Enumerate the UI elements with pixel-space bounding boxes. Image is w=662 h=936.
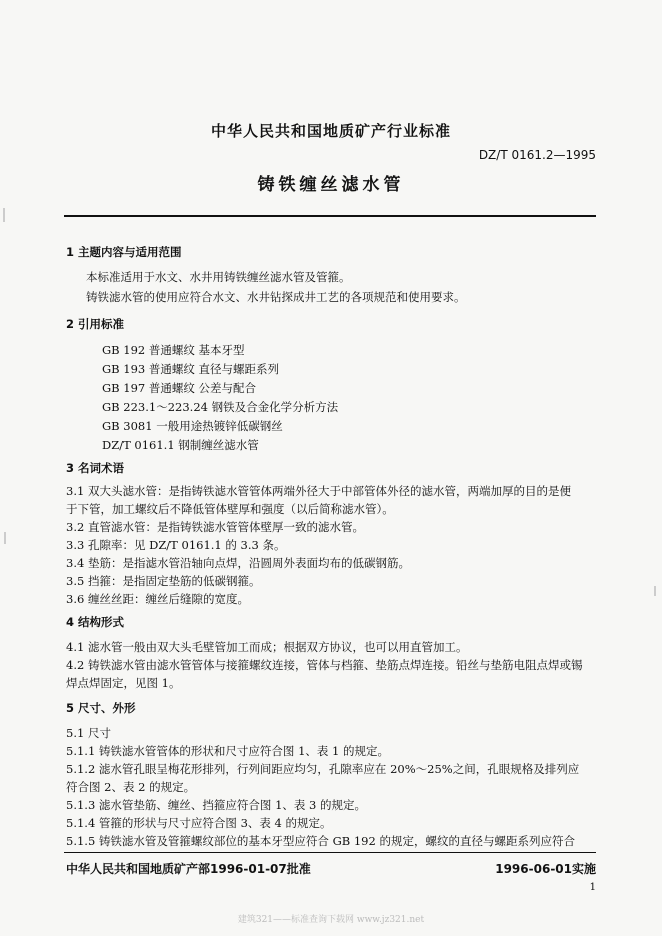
- clause-line: 5.1.5 铸铁滤水管及管箍螺纹部位的基本牙型应符合 GB 192 的规定，螺纹的直径与螺距系列应符合: [66, 834, 575, 848]
- scan-mark: [654, 586, 656, 596]
- clause-line: 符合图 2、表 2 的规定。: [66, 780, 196, 794]
- clause-line: 3.4 垫筋：是指滤水管沿轴向点焊，沿圆周外表面均布的低碳钢筋。: [66, 556, 410, 570]
- section-2-heading: 2 引用标准: [66, 317, 125, 331]
- reference-item: DZ/T 0161.1 钢制缠丝滤水管: [102, 438, 259, 452]
- clause-line: 3.1 双大头滤水管：是指铸铁滤水管管体两端外径大于中部管体外径的滤水管，两端加厚的目的是便: [66, 484, 571, 498]
- clause-line: 3.5 挡箍：是指固定垫筋的低碳钢箍。: [66, 574, 261, 588]
- clause-line: 5.1.3 滤水管垫筋、缠丝、挡箍应符合图 1、表 3 的规定。: [66, 798, 367, 812]
- clause-line: 焊点焊固定，见图 1。: [66, 676, 181, 690]
- approval-line: 中华人民共和国地质矿产部1996-01-07批准: [66, 862, 311, 876]
- page-number: 1: [589, 882, 596, 893]
- clause-line: 3.6 缠丝丝距：缠丝后缝隙的宽度。: [66, 592, 249, 606]
- clause-line: 于下管，加工螺纹后不降低管体壁厚和强度（以后简称滤水管）。: [66, 502, 394, 516]
- clause-line: 4.2 铸铁滤水管由滤水管管体与接箍螺纹连接，管体与档箍、垫筋点焊连接。铅丝与垫筋电阻点焊或锡: [66, 658, 583, 672]
- reference-item: GB 193 普通螺纹 直径与螺距系列: [102, 362, 280, 376]
- document-title: 铸铁缠丝滤水管: [257, 175, 405, 195]
- section-4-heading: 4 结构形式: [66, 615, 125, 629]
- clause-line: 4.1 滤水管一般由双大头毛壁管加工而成；根据双方协议，也可以用直管加工。: [66, 640, 468, 654]
- scan-mark: [4, 532, 6, 544]
- reference-item: GB 192 普通螺纹 基本牙型: [102, 343, 245, 357]
- implementation-date: 1996-06-01实施: [495, 862, 596, 876]
- scan-mark: [3, 208, 5, 222]
- clause-line: 3.3 孔隙率：见 DZ/T 0161.1 的 3.3 条。: [66, 538, 286, 552]
- clause-line: 5.1.1 铸铁滤水管管体的形状和尺寸应符合图 1、表 1 的规定。: [66, 744, 390, 758]
- section-1-heading: 1 主题内容与适用范围: [66, 245, 182, 259]
- issuing-organization: 中华人民共和国地质矿产行业标准: [210, 122, 451, 140]
- watermark: 建筑321——标准查询下载网 www.jz321.net: [237, 915, 425, 925]
- section-1-para: 铸铁滤水管的使用应符合水文、水井钻探成井工艺的各项规范和使用要求。: [86, 290, 466, 304]
- clause-line: 3.2 直管滤水管：是指铸铁滤水管管体壁厚一致的滤水管。: [66, 520, 364, 534]
- header-rule: [64, 215, 596, 217]
- reference-item: GB 223.1～223.24 钢铁及合金化学分析方法: [102, 400, 339, 414]
- section-3-heading: 3 名词术语: [66, 461, 125, 475]
- reference-item: GB 3081 一般用途热镀锌低碳钢丝: [102, 419, 283, 433]
- clause-line: 5.1.2 滤水管孔眼呈梅花形排列，行列间距应均匀，孔隙率应在 20%～25%之间，孔眼规格及排列应: [66, 762, 580, 776]
- section-1-para: 本标准适用于水文、水井用铸铁缠丝滤水管及管箍。: [86, 270, 351, 284]
- section-5-heading: 5 尺寸、外形: [66, 701, 136, 715]
- reference-item: GB 197 普通螺纹 公差与配合: [102, 381, 257, 395]
- standard-code: DZ/T 0161.2—1995: [478, 148, 596, 162]
- footer-rule: [64, 852, 596, 853]
- clause-line: 5.1 尺寸: [66, 726, 111, 740]
- clause-line: 5.1.4 管箍的形状与尺寸应符合图 3、表 4 的规定。: [66, 816, 332, 830]
